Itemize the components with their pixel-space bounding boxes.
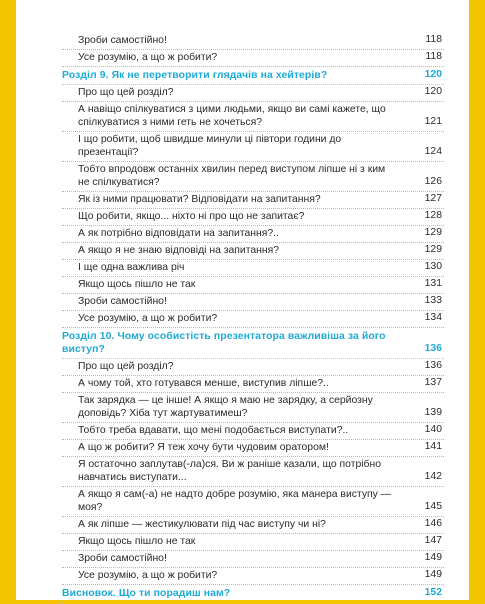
dotted-divider	[62, 327, 444, 328]
page-number: 152	[424, 587, 442, 598]
toc-entry	[62, 569, 444, 586]
chapter-title: Розділ 10. Чому особистість презентатора важливіша за його виступ?	[62, 331, 386, 355]
dotted-divider	[62, 602, 444, 603]
dotted-divider	[62, 310, 444, 311]
toc-entry	[62, 312, 444, 329]
dotted-divider	[62, 242, 444, 243]
entry-title: Про що цей розділ?	[78, 361, 174, 372]
entry-title: А що ж робити? Я теж хочу бути чудовим оратором!	[78, 442, 329, 453]
entry-title: А якщо я не знаю відповіді на запитання?	[78, 245, 280, 256]
dotted-divider	[62, 49, 444, 50]
page-number: 129	[424, 227, 442, 238]
page-number: 145	[424, 501, 442, 512]
toc-entry	[62, 552, 444, 569]
toc-entry	[62, 535, 444, 552]
dotted-divider	[62, 84, 444, 85]
entry-title: А як потрібно відповідати на запитання?..	[78, 228, 279, 239]
page-number: 128	[424, 210, 442, 221]
toc-entry	[62, 86, 444, 103]
entry-title: І що робити, щоб швидше минули ці півтори години до презентації?	[78, 134, 342, 158]
table-of-contents	[62, 34, 444, 604]
page-number: 149	[424, 569, 442, 580]
page-number: 131	[424, 278, 442, 289]
entry-title: Тобто впродовж останніх хвилин перед виступом ліпше ні з ким не спілкуватися?	[78, 164, 386, 188]
dotted-divider	[62, 567, 444, 568]
dotted-divider	[62, 550, 444, 551]
entry-title: Тобто треба вдавати, що мені подобається виступати?..	[78, 425, 349, 436]
toc-entry	[62, 488, 444, 518]
page-number: 121	[424, 116, 442, 127]
toc-chapter-heading	[62, 329, 444, 360]
book-page	[16, 0, 469, 600]
page-number: 141	[424, 441, 442, 452]
dotted-divider	[62, 486, 444, 487]
dotted-divider	[62, 225, 444, 226]
entry-title: Я остаточно заплутав(-ла)ся. Ви ж раніше казали, що потрібно навчатись виступати...	[78, 459, 382, 483]
toc-entry	[62, 295, 444, 312]
page-number: 118	[425, 51, 442, 62]
toc-entry	[62, 518, 444, 535]
page-number: 129	[424, 244, 442, 255]
entry-title: Зроби самостійно!	[78, 553, 167, 564]
dotted-divider	[62, 516, 444, 517]
page-number: 127	[424, 193, 442, 204]
dotted-divider	[62, 191, 444, 192]
entry-title: Що робити, якщо... ніхто ні про що не запитає?	[78, 211, 305, 222]
dotted-divider	[62, 276, 444, 277]
page-number: 133	[424, 295, 442, 306]
entry-title: Зроби самостійно!	[78, 296, 167, 307]
page-number: 136	[424, 343, 442, 354]
page-number: 124	[424, 146, 442, 157]
toc-entry	[62, 261, 444, 278]
dotted-divider	[62, 422, 444, 423]
entry-title: Про що цей розділ?	[78, 87, 174, 98]
chapter-title: Висновок. Що ти порадиш нам?	[62, 588, 231, 599]
dotted-divider	[62, 358, 444, 359]
entry-title: І ще одна важлива річ	[78, 262, 185, 273]
entry-title: Так зарядка — це інше! А якщо я маю не зарядку, а серйозну доповідь? Хіба тут жартуватимеш?	[78, 395, 373, 419]
entry-title: А як ліпше — жестикулювати під час виступу чи ні?	[78, 519, 326, 530]
toc-entry	[62, 210, 444, 227]
dotted-divider	[62, 66, 444, 67]
toc-chapter-heading	[62, 586, 444, 604]
page-number: 120	[424, 86, 442, 97]
toc-entry	[62, 394, 444, 424]
dotted-divider	[62, 533, 444, 534]
dotted-divider	[62, 101, 444, 102]
dotted-divider	[62, 161, 444, 162]
entry-title: А якщо я сам(-а) не надто добре розумію, яка манера виступу — моя?	[78, 489, 392, 513]
page-number: 140	[424, 424, 442, 435]
toc-entry	[62, 103, 444, 133]
toc-entry	[62, 424, 444, 441]
page-number: 120	[424, 69, 442, 80]
toc-entry	[62, 278, 444, 295]
toc-entry	[62, 163, 444, 193]
page-number: 142	[424, 471, 442, 482]
page-number: 130	[424, 261, 442, 272]
page-number: 139	[424, 407, 442, 418]
toc-entry	[62, 360, 444, 377]
entry-title: Усе розумію, а що ж робити?	[78, 570, 218, 581]
page-number: 126	[424, 176, 442, 187]
dotted-divider	[62, 584, 444, 585]
page-number: 149	[424, 552, 442, 563]
page-number: 147	[424, 535, 442, 546]
entry-title: Усе розумію, а що ж робити?	[78, 52, 218, 63]
entry-title: Усе розумію, а що ж робити?	[78, 313, 218, 324]
dotted-divider	[62, 259, 444, 260]
page-number: 134	[424, 312, 442, 323]
toc-entry	[62, 458, 444, 488]
page-number: 146	[424, 518, 442, 529]
chapter-title: Розділ 9. Як не перетворити глядачів на хейтерів?	[62, 70, 328, 81]
toc-entry	[62, 34, 444, 51]
toc-entry	[62, 227, 444, 244]
entry-title: Якщо щось пішло не так	[78, 279, 196, 290]
dotted-divider	[62, 293, 444, 294]
toc-entry	[62, 244, 444, 261]
page-number: 136	[424, 360, 442, 371]
entry-title: А чому той, хто готувався менше, виступив ліпше?..	[78, 378, 329, 389]
entry-title: Як із ними працювати? Відповідати на запитання?	[78, 194, 321, 205]
toc-entry	[62, 377, 444, 394]
toc-entry	[62, 51, 444, 68]
toc-entry	[62, 441, 444, 458]
dotted-divider	[62, 392, 444, 393]
dotted-divider	[62, 456, 444, 457]
entry-title: Зроби самостійно!	[78, 35, 167, 46]
dotted-divider	[62, 131, 444, 132]
toc-entry	[62, 133, 444, 163]
page-number: 118	[425, 34, 442, 45]
dotted-divider	[62, 375, 444, 376]
toc-entry	[62, 193, 444, 210]
dotted-divider	[62, 208, 444, 209]
page-number: 137	[424, 377, 442, 388]
toc-chapter-heading	[62, 68, 444, 86]
dotted-divider	[62, 439, 444, 440]
entry-title: А навіщо спілкуватися з цими людьми, якщо ви самі кажете, що спілкуватися з ними геть не хочеться?	[78, 104, 386, 128]
entry-title: Якщо щось пішло не так	[78, 536, 196, 547]
